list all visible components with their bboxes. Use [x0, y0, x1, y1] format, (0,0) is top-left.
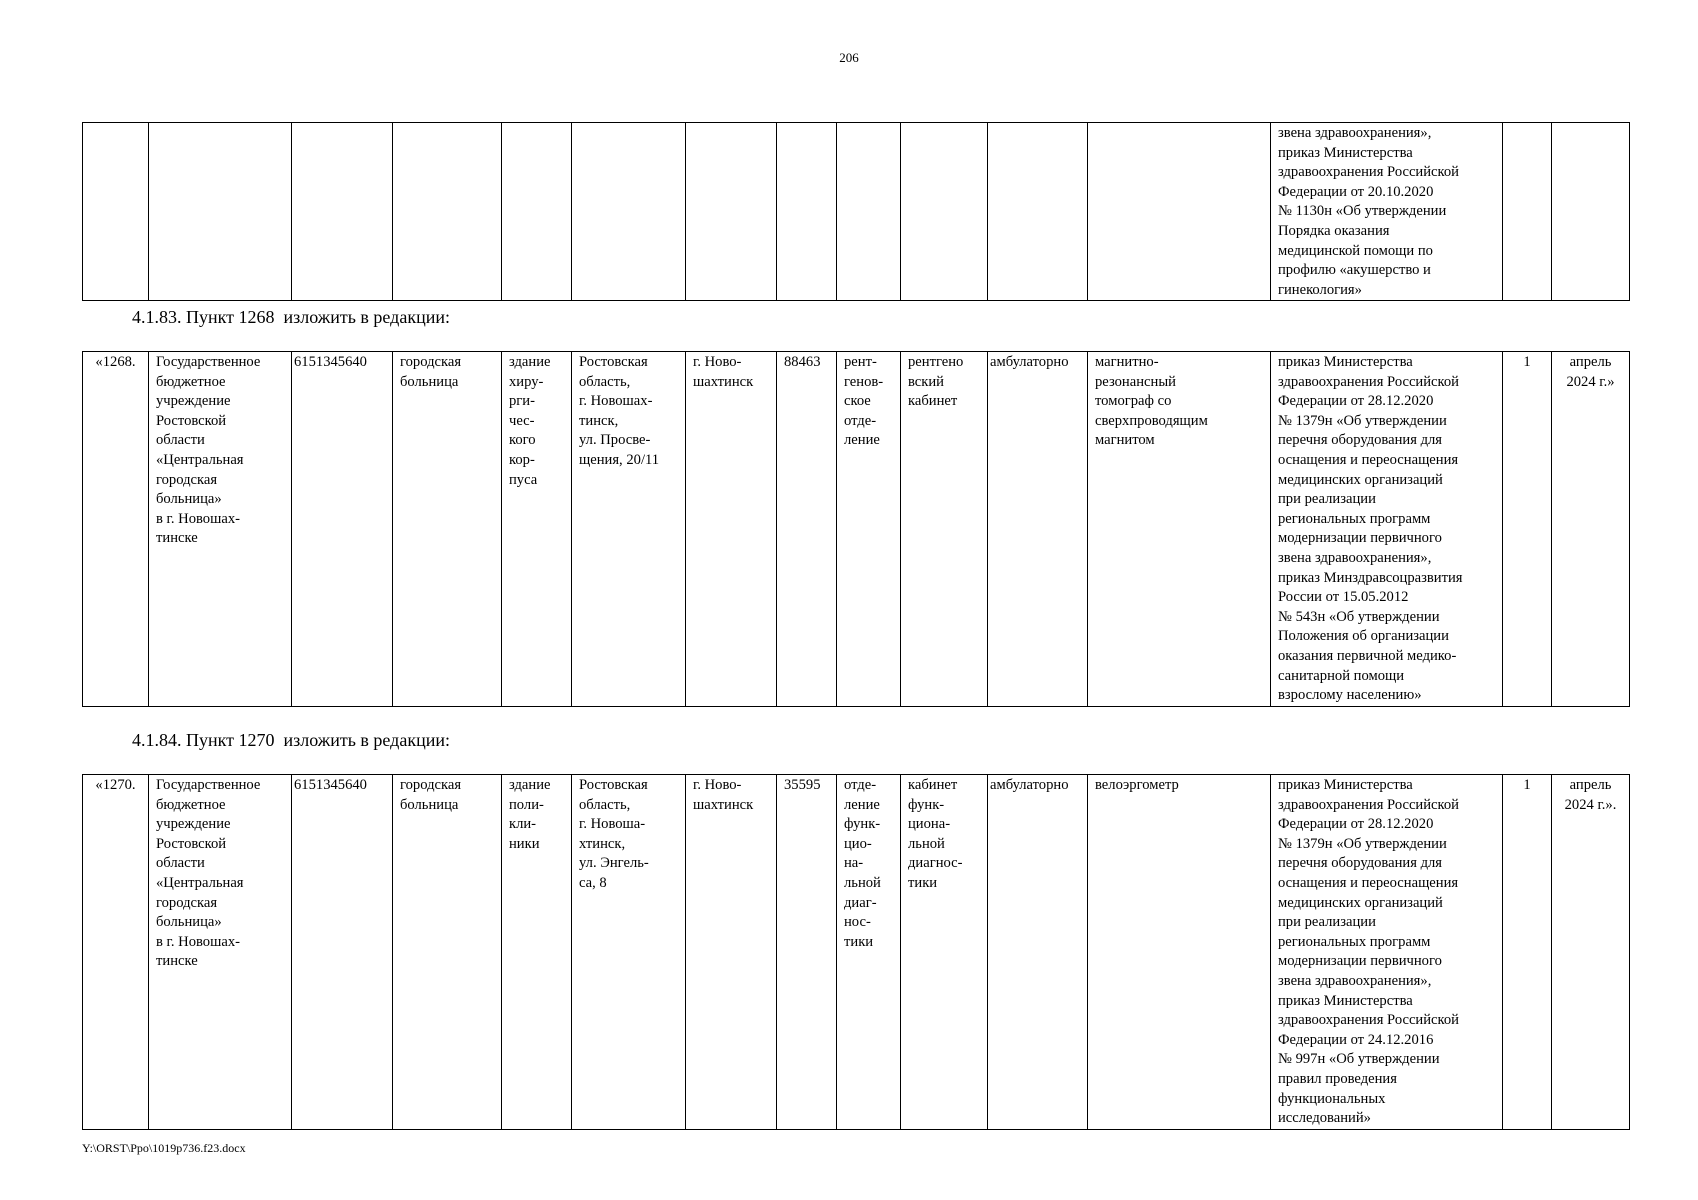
cell-department — [837, 123, 901, 301]
cell-city: г. Ново- шахтинск — [686, 352, 777, 707]
cell-mode: амбулаторно — [988, 775, 1088, 1130]
cell-code — [777, 123, 837, 301]
cell-date: апрель 2024 г.» — [1552, 352, 1630, 707]
cell-address: Ростовская область, г. Новоша- хтинск, ул. Энгель- са, 8 — [572, 775, 686, 1130]
cell-quantity: 1 — [1503, 352, 1552, 707]
cell-number — [83, 123, 149, 301]
item-1268-table — [82, 351, 1630, 707]
cell-address — [572, 123, 686, 301]
cell-legal-basis: приказ Министерства здравоохранения Российской Федерации от 28.12.2020 № 1379н «Об утверждении перечня оборудования для оснащения и переоснащения медицинских организаций при реализации региональных программ модернизации первичного звена здравоохранения», приказ Минздравсоцразвития России от 15.05.2012 № 543н «Об утверждении Положения об организации оказания первичной медико- санитарной помощи взрослому населению» — [1271, 352, 1503, 707]
cell-inn: 6151345640 — [292, 352, 393, 707]
cell-room: рентгено вский кабинет — [901, 352, 988, 707]
cell-building: здание хиру- рги- чес- кого кор- пуса — [502, 352, 572, 707]
cell-mode — [988, 123, 1088, 301]
table-row — [83, 352, 1630, 707]
cell-code: 35595 — [777, 775, 837, 1130]
cell-org-type — [393, 123, 502, 301]
table-row — [83, 775, 1630, 1130]
cell-inn — [292, 123, 393, 301]
cell-inn: 6151345640 — [292, 775, 393, 1130]
page-number: 206 — [839, 50, 859, 65]
cell-code: 88463 — [777, 352, 837, 707]
cell-city — [686, 123, 777, 301]
cell-legal-basis: звена здравоохранения», приказ Министерства здравоохранения Российской Федерации от 20.10.2020 № 1130н «Об утверждении Порядка оказания медицинской помощи по профилю «акушерство и гинекология» — [1271, 123, 1503, 301]
cell-city: г. Ново- шахтинск — [686, 775, 777, 1130]
cell-mode: амбулаторно — [988, 352, 1088, 707]
cell-equipment: велоэргометр — [1088, 775, 1271, 1130]
cell-institution: Государственное бюджетное учреждение Ростовской области «Центральная городская больница» в г. Новошах- тинске — [149, 775, 292, 1130]
section-heading-1270: 4.1.84. Пункт 1270 изложить в редакции: — [132, 730, 450, 750]
section-heading-1268: 4.1.83. Пункт 1268 изложить в редакции: — [132, 307, 450, 327]
file-path-footer: Y:\ORST\Ppo\1019p736.f23.docx — [82, 1141, 246, 1155]
cell-building — [502, 123, 572, 301]
cell-legal-basis: приказ Министерства здравоохранения Российской Федерации от 28.12.2020 № 1379н «Об утверждении перечня оборудования для оснащения и переоснащения медицинских организаций при реализации региональных программ модернизации первичного звена здравоохранения», приказ Министерства здравоохранения Российской Федерации от 24.12.2016 № 997н «Об утверждении правил проведения функциональных исследований» — [1271, 775, 1503, 1130]
cell-room — [901, 123, 988, 301]
cell-quantity: 1 — [1503, 775, 1552, 1130]
cell-number: «1270. — [83, 775, 149, 1130]
cell-equipment: магнитно- резонансный томограф со сверхпроводящим магнитом — [1088, 352, 1271, 707]
cell-quantity — [1503, 123, 1552, 301]
cell-building: здание поли- кли- ники — [502, 775, 572, 1130]
cell-institution — [149, 123, 292, 301]
cell-number: «1268. — [83, 352, 149, 707]
cell-org-type: городская больница — [393, 775, 502, 1130]
continuation-table — [82, 122, 1630, 301]
cell-institution: Государственное бюджетное учреждение Ростовской области «Центральная городская больница» в г. Новошах- тинске — [149, 352, 292, 707]
table-row — [83, 123, 1630, 301]
cell-date — [1552, 123, 1630, 301]
item-1270-table — [82, 774, 1630, 1130]
cell-department: рент- генов- ское отде- ление — [837, 352, 901, 707]
cell-address: Ростовская область, г. Новошах- тинск, ул. Просве- щения, 20/11 — [572, 352, 686, 707]
cell-date: апрель 2024 г.». — [1552, 775, 1630, 1130]
cell-org-type: городская больница — [393, 352, 502, 707]
cell-room: кабинет функ- циона- льной диагнос- тики — [901, 775, 988, 1130]
cell-department: отде- ление функ- цио- на- льной диаг- нос- тики — [837, 775, 901, 1130]
cell-equipment — [1088, 123, 1271, 301]
